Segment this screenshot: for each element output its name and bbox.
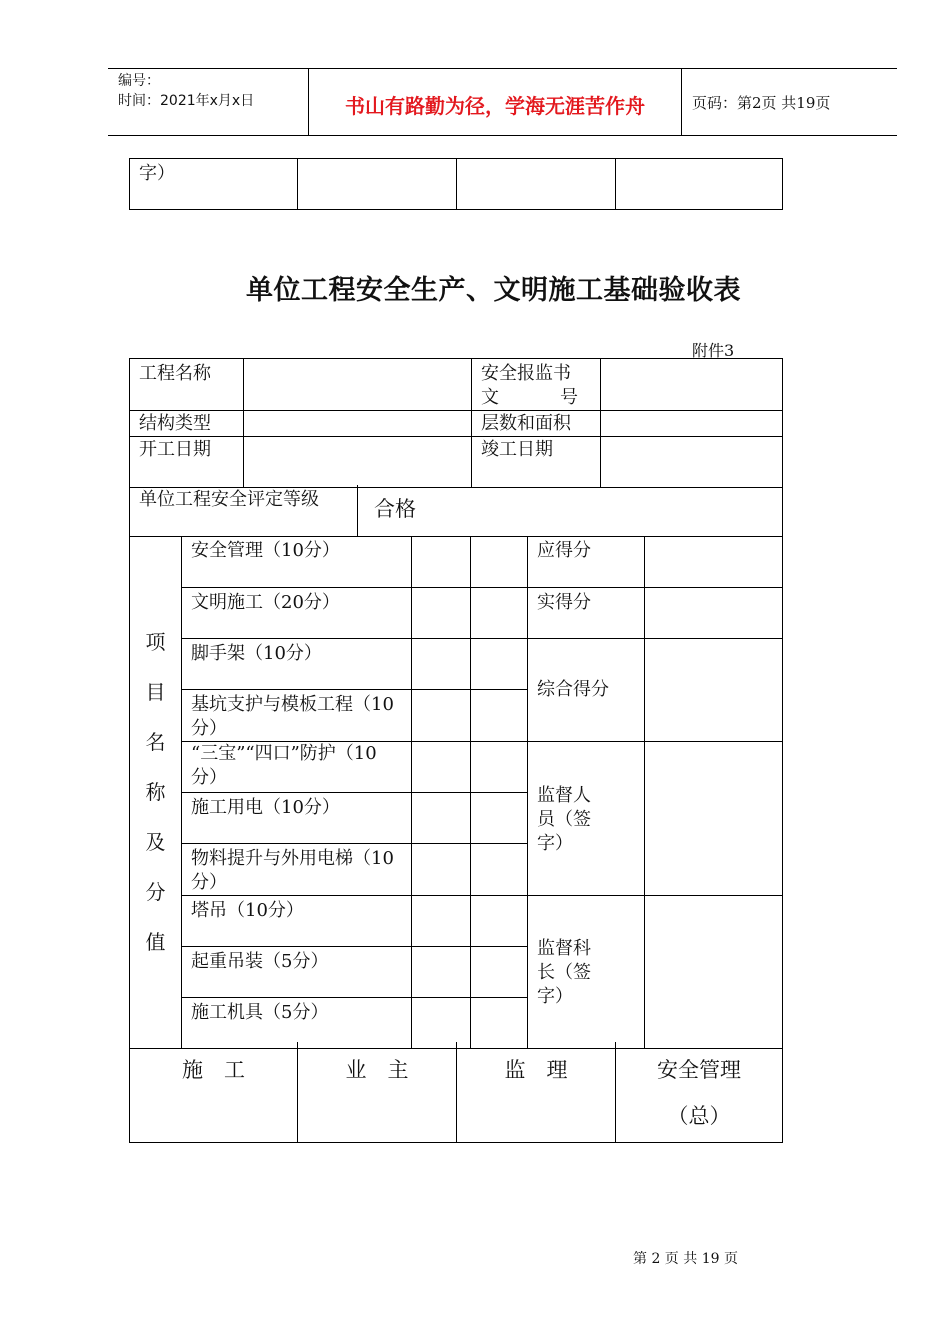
item-row: 文明施工（20分）	[191, 591, 340, 613]
project-name-value	[244, 359, 471, 362]
supervisor-label: 监督人员（签字）	[537, 784, 591, 854]
header-number: 编号：	[118, 73, 160, 89]
should-score-label: 应得分	[537, 540, 591, 561]
sign-owner: 业 主	[345, 1058, 409, 1082]
sign-safety-mgmt-1: 安全管理	[657, 1058, 741, 1082]
fragment-cell-text: 字）	[139, 163, 175, 184]
signature-table	[129, 1042, 783, 1143]
header-bottom-rule	[108, 135, 897, 136]
total-score-label: 综合得分	[537, 678, 609, 700]
actual-score-label: 实得分	[537, 591, 591, 613]
safety-doc-label-2b: 号	[560, 387, 578, 408]
item-row: 施工机具（5分）	[191, 1001, 329, 1023]
attachment-label: 附件3	[692, 341, 735, 360]
grade-table	[129, 485, 783, 537]
grade-label: 单位工程安全评定等级	[139, 489, 319, 510]
page-title: 单位工程安全生产、文明施工基础验收表	[246, 275, 741, 306]
header-top-rule	[108, 68, 897, 69]
items-header: 项目名称及分值	[145, 629, 166, 954]
floors-label: 层数和面积	[481, 413, 571, 434]
safety-doc-label-2a: 文	[481, 387, 499, 408]
item-row: 脚手架（10分）	[191, 642, 322, 664]
safety-doc-label-1: 安全报监书	[481, 363, 571, 384]
header-divider-2	[681, 68, 682, 136]
items-table	[129, 536, 783, 1049]
item-row: 塔吊（10分）	[191, 899, 304, 921]
grade-value: 合格	[374, 497, 416, 521]
item-row: 安全管理（10分）	[191, 540, 340, 561]
item-row: 物料提升与外用电梯（10分）	[191, 847, 394, 893]
header-page: 页码：第2页 共19页	[692, 94, 831, 112]
project-name-label: 工程名称	[139, 363, 211, 384]
info-table	[129, 358, 783, 488]
header-time: 时间：2021年x月x日	[118, 93, 255, 109]
start-date-label: 开工日期	[139, 439, 211, 460]
finish-date-label: 竣工日期	[481, 439, 553, 460]
page-footer: 第 2 页 共 19 页	[633, 1251, 738, 1267]
item-row: 基坑支护与模板工程（10分）	[191, 693, 394, 739]
header-motto: 书山有路勤为径，学海无涯苦作舟	[345, 94, 645, 118]
item-row: 施工用电（10分）	[191, 796, 340, 818]
sign-construction: 施 工	[182, 1058, 245, 1082]
chief-label: 监督科长（签字）	[537, 938, 591, 1007]
item-row: 起重吊装（5分）	[191, 950, 329, 972]
safety-doc-label-cell	[472, 359, 601, 411]
sign-supervision: 监 理	[504, 1058, 568, 1082]
top-fragment-table	[129, 158, 783, 210]
structure-label: 结构类型	[139, 413, 211, 434]
sign-safety-mgmt-2: （总）	[667, 1104, 731, 1128]
item-row: “三宝”“四口”防护（10分）	[191, 742, 377, 788]
